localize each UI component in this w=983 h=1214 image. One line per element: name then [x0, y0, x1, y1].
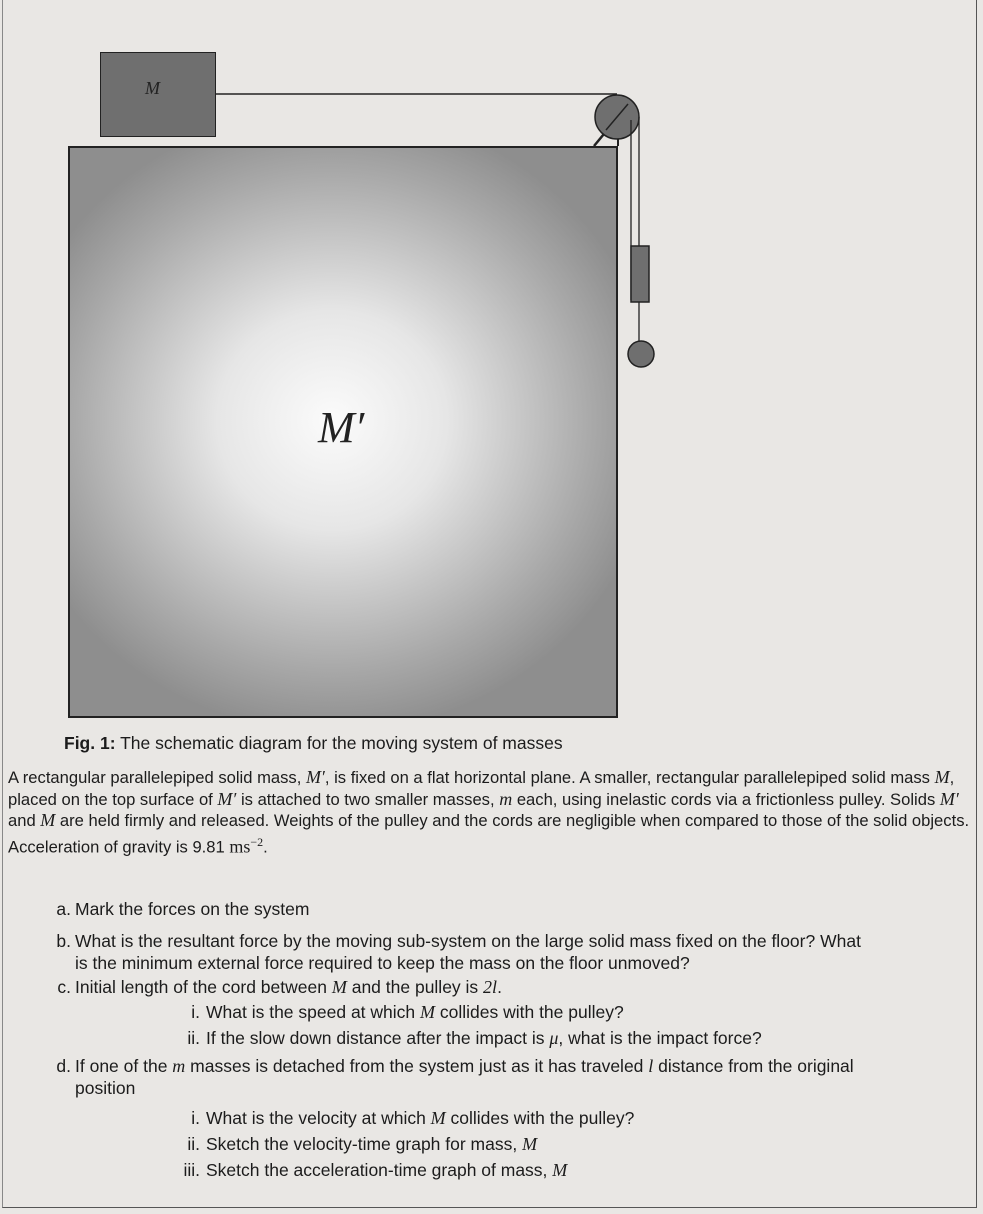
math-symbol: μ — [549, 1028, 559, 1048]
question-marker: a. — [56, 899, 71, 919]
question-marker: b. — [56, 931, 71, 951]
math-symbol: M′ — [305, 767, 325, 787]
problem-text: . — [263, 837, 268, 857]
question-marker: d. — [56, 1056, 71, 1076]
question-text: Sketch the acceleration-time graph of mass, — [206, 1160, 553, 1180]
question-marker: ii. — [187, 1134, 200, 1154]
question-text: distance from the original — [653, 1056, 854, 1076]
question-text: If one of the — [75, 1056, 173, 1076]
question-b — [56, 931, 861, 974]
question-c-i — [191, 1002, 624, 1024]
question-text: Sketch the velocity-time graph for mass, — [206, 1134, 523, 1154]
math-symbol: M — [40, 810, 56, 830]
unit-exponent: −2 — [250, 834, 264, 849]
small-mass-label: M — [145, 78, 160, 98]
unit-symbol: ms — [229, 836, 251, 857]
figure-caption — [64, 733, 563, 754]
question-text: If the slow down distance after the impact is — [206, 1028, 550, 1048]
question-text: What is the resultant force by the moving sub-system on the large solid mass fixed on the floor? What — [75, 931, 861, 951]
math-symbol: M — [934, 767, 950, 787]
question-text: is the minimum external force required to keep the mass on the floor unmoved? — [75, 952, 690, 973]
question-text: What is the velocity at which — [206, 1108, 431, 1128]
question-a — [56, 899, 310, 921]
question-text: masses is detached from the system just as it has traveled — [185, 1056, 649, 1076]
question-text: Initial length of the cord between — [75, 977, 332, 997]
large-mass-label: M′ — [318, 403, 365, 452]
caption-text: The schematic diagram for the moving system of masses — [115, 733, 563, 753]
math-symbol: M′ — [939, 788, 959, 809]
question-c-ii — [187, 1028, 762, 1050]
math-symbol: M′ — [217, 788, 237, 809]
question-text: Mark the forces on the system — [75, 899, 310, 919]
question-c — [57, 977, 502, 999]
math-symbol: M — [420, 1002, 435, 1022]
problem-text: is attached to two smaller masses, — [236, 789, 500, 809]
math-symbol: M — [522, 1134, 538, 1154]
question-d-iii — [183, 1160, 568, 1182]
question-text: What is the speed at which — [206, 1002, 420, 1022]
hanging-mass-sphere — [628, 341, 654, 367]
math-symbol: m — [499, 788, 513, 809]
question-marker: iii. — [183, 1160, 200, 1180]
question-text: collides with the pulley? — [435, 1002, 624, 1022]
math-symbol: m — [172, 1056, 186, 1076]
question-marker: ii. — [187, 1028, 200, 1048]
question-marker: c. — [57, 977, 71, 997]
problem-text: each, using inelastic cords via a frictionless pulley. Solids — [512, 789, 940, 809]
hanging-mass-block — [631, 246, 649, 302]
math-symbol: M — [430, 1108, 446, 1128]
problem-statement — [8, 767, 973, 858]
problem-text: and — [8, 811, 41, 830]
problem-text: , placed on the top surface of — [8, 768, 955, 809]
question-text: position — [75, 1077, 136, 1098]
math-symbol: M — [331, 977, 347, 997]
math-symbol: 2l — [483, 977, 498, 997]
question-text: and the pulley is — [346, 977, 484, 997]
question-marker: i. — [191, 1108, 200, 1128]
problem-text: are held firmly and released. Weights of the pulley and the cords are negligible when compared to those of the solid objects. Acceleration of gravity is 9.81 — [8, 811, 970, 857]
question-d-ii — [187, 1134, 538, 1156]
math-symbol: l — [648, 1056, 654, 1076]
problem-text: A rectangular parallelepiped solid mass, — [8, 768, 306, 787]
question-text: , what is the impact force? — [558, 1028, 762, 1048]
math-symbol: M — [552, 1160, 568, 1180]
question-d — [56, 1056, 854, 1099]
question-text: . — [497, 977, 502, 997]
problem-text: , is fixed on a flat horizontal plane. A smaller, rectangular parallelepiped solid mass — [324, 768, 935, 787]
question-d-i — [191, 1108, 635, 1130]
question-text: collides with the pulley? — [445, 1108, 635, 1128]
caption-prefix: Fig. 1: — [64, 733, 116, 753]
question-marker: i. — [191, 1002, 200, 1022]
